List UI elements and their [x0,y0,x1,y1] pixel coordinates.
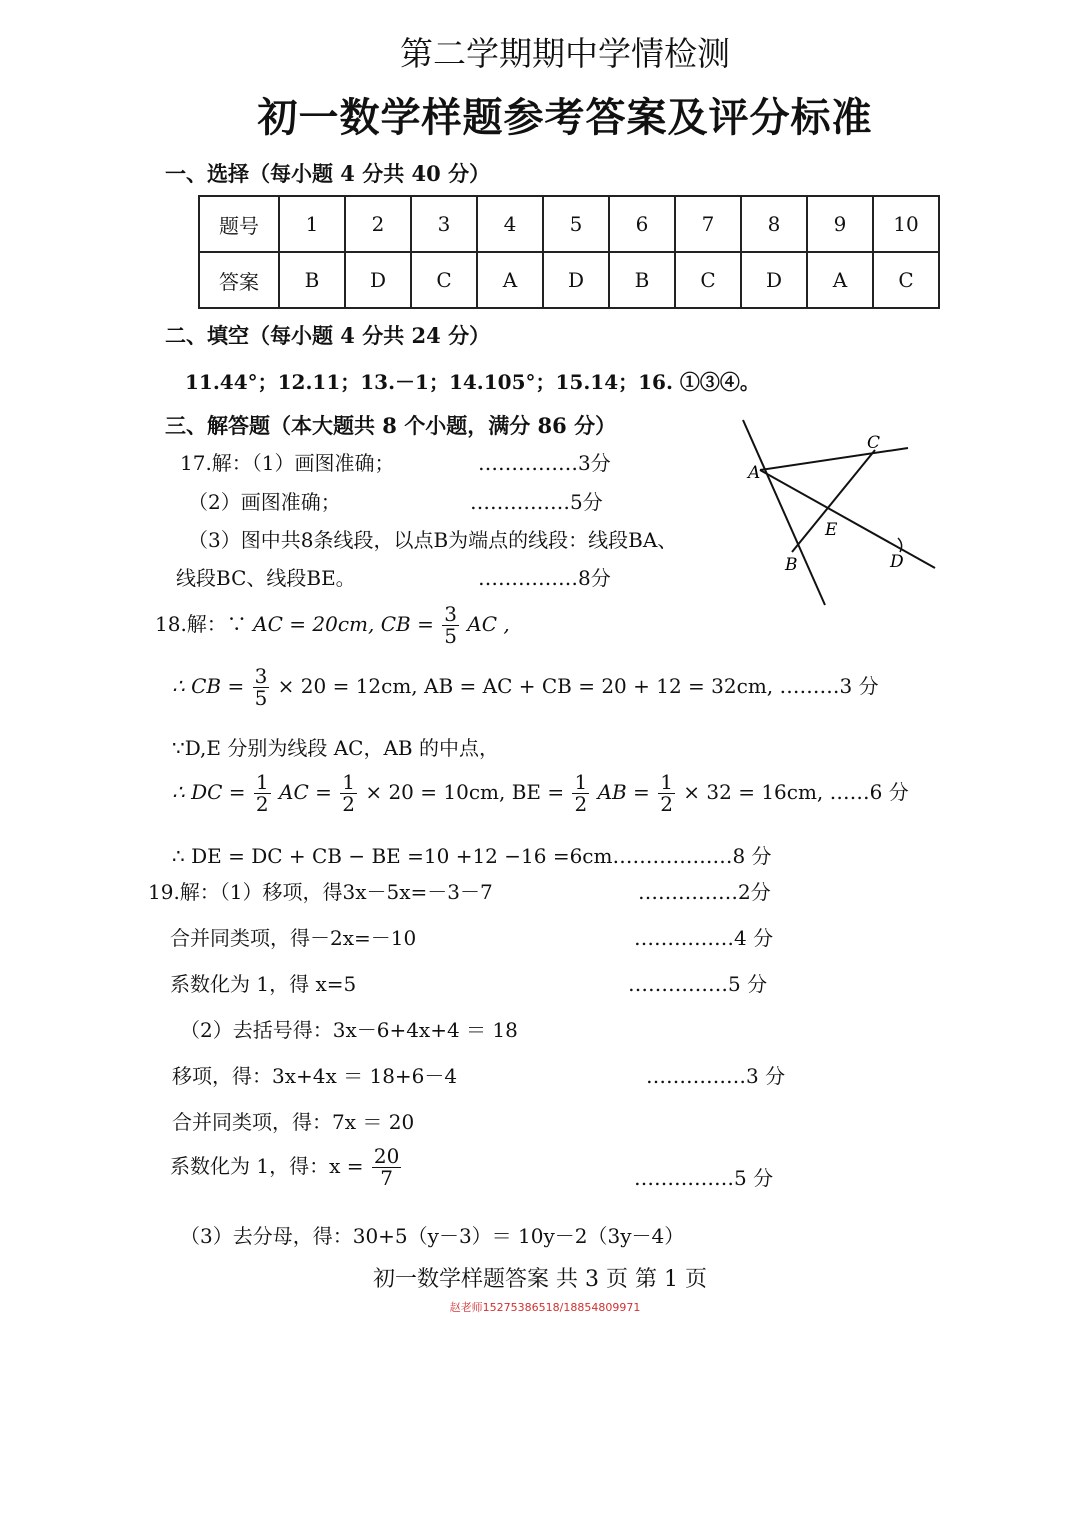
q18-l4-prefix: ∴ DC = [172,780,246,804]
q17-score2: ……………5分 [470,490,603,514]
page-footer: 初一数学样题答案 共 3 页 第 1 页 [373,1267,707,1292]
q19-line1: 19.解：（1）移项，得3x－5x=－3－7 [148,880,493,904]
q17-score1: ……………3分 [478,451,611,475]
q19-score3: ……………5 分 [628,972,768,996]
numerator: 20 [373,1144,400,1168]
q18-line5: ∴ DE = DC + CB − BE =10 +12 −16 =6cm………………8 分 [172,844,772,868]
table-cell: 10 [873,196,939,252]
table-cell: A [807,252,873,308]
q19-line4: （2）去括号得：3x－6+4x+4 ＝ 18 [180,1018,518,1042]
q17-score4: ……………8分 [478,566,611,590]
fraction [253,666,270,709]
table-cell: 7 [675,196,741,252]
table-cell: 4 [477,196,543,252]
label-e: E [825,520,838,540]
q19-score1: ……………2分 [638,880,771,904]
q19-l7-prefix: 系数化为 1，得：x = [170,1154,364,1178]
table-cell: A [477,252,543,308]
table-cell: 5 [543,196,609,252]
table-row [199,196,939,252]
q19-score5: ……………3 分 [646,1064,786,1088]
q19-line2: 合并同类项，得－2x=－10 [170,926,417,950]
denominator: 2 [574,792,588,816]
contact-note: 赵老师15275386518/18854809971 [449,1301,641,1314]
q17-line1: 17.解：（1）画图准确； [180,451,395,475]
q18-l4-b: × 20 = 10cm, BE = [365,780,565,804]
table-cell: 1 [279,196,345,252]
fraction [340,772,357,815]
fraction [372,1146,401,1189]
numerator: 1 [342,770,355,794]
table-cell: 答案 [199,252,279,308]
label-d: D [890,552,904,572]
fraction [572,772,589,815]
table-row [199,252,939,308]
denominator: 5 [444,624,457,648]
section3-heading: 三、解答题（本大题共 8 个小题，满分 86 分） [165,413,617,438]
line-through-a-b [743,420,825,605]
label-a: A [748,463,761,483]
q18-l4-a: AC = [279,780,332,804]
q19-line7 [170,1146,403,1189]
numerator: 1 [574,770,588,794]
q19-score2: ……………4 分 [634,926,774,950]
q19-line3: 系数化为 1，得 x=5 [170,972,357,996]
table-cell: D [741,252,807,308]
q17-line3: （3）图中共8条线段，以点B为端点的线段：线段BA、 [188,528,678,552]
q18-line4 [172,772,909,815]
label-b: B [785,555,798,575]
table-cell: 题号 [199,196,279,252]
label-c: C [867,433,881,453]
table-cell: C [411,252,477,308]
q18-line3: ∵D,E 分别为线段 AC，AB 的中点， [172,736,499,760]
table-cell: C [675,252,741,308]
q18-line1 [155,604,510,647]
fraction [442,604,459,647]
table-cell: 3 [411,196,477,252]
numerator: 3 [444,602,457,626]
q18-l2-prefix: ∴ CB = [172,674,245,698]
q18-l4-d: × 32 = 16cm, ……6 分 [683,780,909,804]
table-cell: 9 [807,196,873,252]
q18-l2-expr: × 20 = 12cm, AB = AC + CB = 20 + 12 = 32cm, ………3 分 [277,674,879,698]
q18-prefix: 18.解：∵ [155,612,247,636]
q19-line6: 合并同类项，得：7x ＝ 20 [172,1110,415,1134]
denominator: 5 [254,686,268,710]
numerator: 1 [255,770,269,794]
denominator: 7 [380,1166,393,1190]
q19-score7: ……………5 分 [634,1166,774,1190]
q17-line4: 线段BC、线段BE。 [176,566,356,590]
q19-line8: （3）去分母，得：30+5（y－3）＝ 10y－2（3y－4） [180,1224,685,1248]
table-cell: C [873,252,939,308]
table-cell: B [609,252,675,308]
fill-answers: 11.44°；12.11；13.－1；14.105°；15.14；16. ①③④。 [185,370,760,394]
table-cell: 2 [345,196,411,252]
arc-mark [898,538,902,552]
section1-heading: 一、选择（每小题 4 分共 40 分） [165,161,491,186]
denominator: 2 [255,792,269,816]
denominator: 2 [342,792,355,816]
q19-line5: 移项，得：3x+4x ＝ 18+6－4 [172,1064,458,1088]
numerator: 3 [254,664,268,688]
answer-table [198,195,940,309]
section2-heading: 二、填空（每小题 4 分共 24 分） [165,323,491,348]
denominator: 2 [660,792,673,816]
q17-line2: （2）画图准确； [188,490,341,514]
q18-l4-c: AB = [597,780,650,804]
table-cell: 6 [609,196,675,252]
page-subtitle: 初一数学样题参考答案及评分标准 [257,94,873,141]
geometry-figure [730,410,950,610]
fraction [658,772,675,815]
q18-tail: AC , [467,612,510,636]
page-title: 第二学期期中学情检测 [400,34,730,73]
numerator: 1 [660,770,673,794]
table-cell: D [543,252,609,308]
table-cell: 8 [741,196,807,252]
q18-line2 [172,666,879,709]
table-cell: D [345,252,411,308]
table-cell: B [279,252,345,308]
line-a-c [760,448,908,470]
q18-expr: AC = 20cm, CB = [253,612,434,636]
fraction [254,772,271,815]
